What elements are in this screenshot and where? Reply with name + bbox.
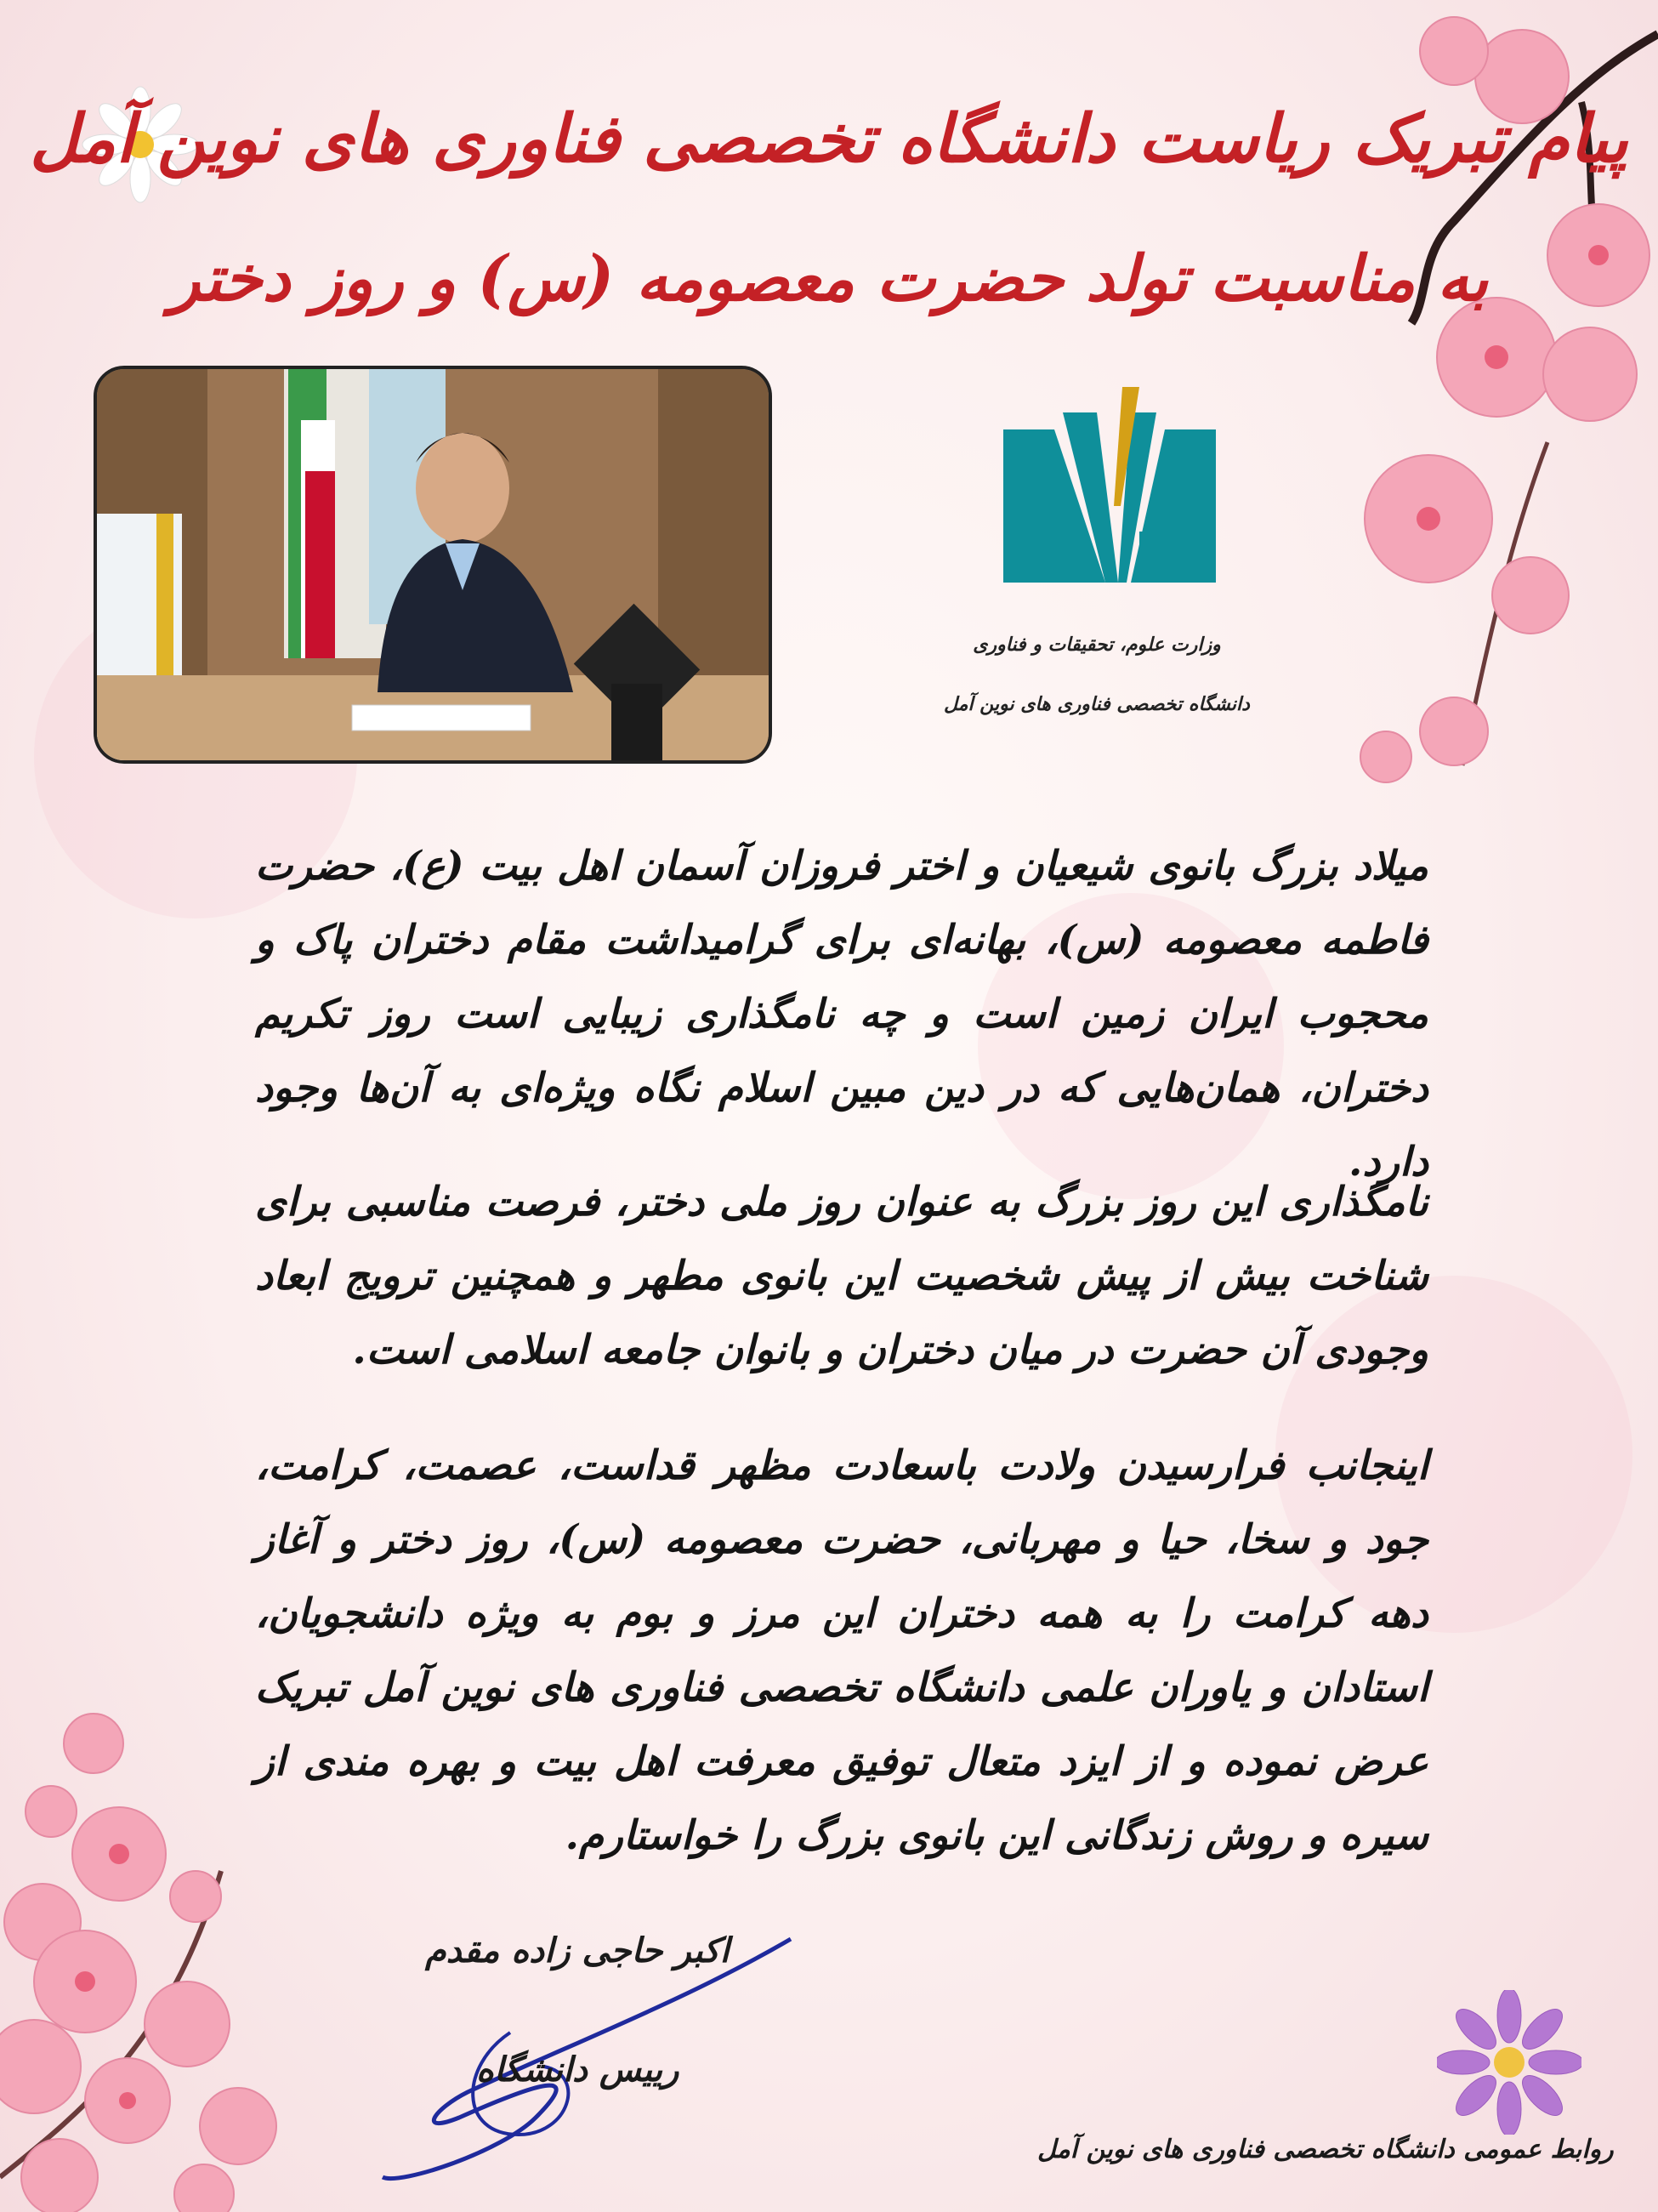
footer-credit: روابط عمومی دانشگاه تخصصی فناوری های نوین آمل (1037, 2135, 1614, 2164)
paragraph-3: اینجانب فرارسیدن ولادت باسعادت مظهر قداست، عصمت، کرامت، جود و سخا، حیا و مهربانی، حضرت معصومه (س)، روز دختر و آغاز دهه کرامت را به همه دختران این مرز و بوم به ویژه دانشجویان، استادان و یاوران علمی دانشگاه تخصصی فناوری های نوین آمل تبریک عرض نموده و از ایزد متعال توفیق معرفت اهل بیت و بهره مندی از سیره و روش زندگانی این بانوی بزرگ را خواستارم. (255, 1442, 1428, 1859)
signature-name: اکبر حاجی زاده مقدم (425, 1931, 730, 1970)
paragraph-2: نامگذاری این روز بزرگ به عنوان روز ملی دختر، فرصت مناسبی برای شناخت بیش از پیش شخصیت این بانوی مطهر و همچنین ترویج ابعاد وجودی آن حضرت در میان دختران و بانوان جامعه اسلامی است. (255, 1179, 1428, 1373)
president-photo (94, 366, 772, 764)
university-caption: دانشگاه تخصصی فناوری های نوین آمل (944, 693, 1250, 715)
purple-flower-icon (1437, 1990, 1581, 2135)
page-title: پیام تبریک ریاست دانشگاه تخصصی فناوری های نوین آمل (30, 100, 1628, 178)
cherry-blossom-icon (0, 1701, 357, 2212)
ministry-caption: وزارت علوم، تحقیقات و فناوری (973, 634, 1221, 656)
university-logo (969, 378, 1250, 603)
paragraph-1: میلاد بزرگ بانوی شیعیان و اختر فروزان آسمان اهل بیت (ع)، حضرت فاطمه معصومه (س)، بهانه‌ای برای گرامیداشت مقام دختران پاک و محجوب ایران زمین است و چه نامگذاری زیبایی است روز تکریم دختران، همان‌هایی که در دین مبین اسلام نگاه ویژه‌ای به آن‌ها وجود دارد. (255, 843, 1428, 1186)
signature-role: رییس دانشگاه (476, 2050, 679, 2090)
page-subtitle: به مناسبت تولد حضرت معصومه (س) و روز دختر (169, 242, 1489, 316)
